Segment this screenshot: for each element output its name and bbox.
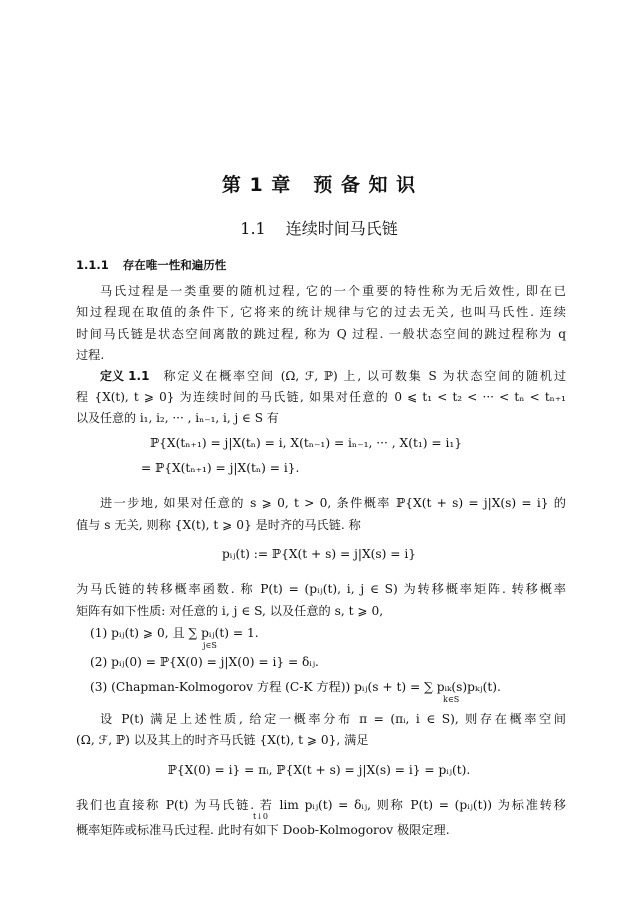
para1-line2: 知过程现在取值的条件下, 它将来的统计规律与它的过去无关, 也叫马氏性. 连续 [76, 305, 566, 319]
chapter-title: 预 备 知 识 [313, 174, 417, 196]
section-title: 连续时间马氏链 [285, 219, 398, 238]
para5-line1: 我们也直接称 P(t) 为马氏链. 若 lim pᵢⱼ(t) = δᵢⱼ, 则称 P(t) = (pᵢⱼ(t)) 为标准转移 [76, 798, 566, 812]
property-3: (3) (Chapman-Kolmogorov 方程 (C-K 方程)) pᵢⱼ(s + t) = ∑ pᵢₖ(s)pₖⱼ(t). [90, 680, 501, 694]
para2-line2: 值与 s 无关, 则称 {X(t), t ⩾ 0} 是时齐的马氏链. 称 [76, 518, 361, 532]
equation-1-line1: ℙ{X(tₙ₊₁) = j|X(tₙ) = i, X(tₙ₋₁) = iₙ₋₁, ··· , X(t₁) = i₁} [150, 436, 462, 450]
definition-label: 定义 1.1 [100, 369, 150, 383]
definition-text-1: 称定义在概率空间 (Ω, ℱ, ℙ) 上, 以可数集 S 为状态空间的随机过 [163, 369, 566, 383]
para4-line2: (Ω, ℱ, ℙ) 以及其上的时齐马氏链 {X(t), t ⩾ 0}, 满足 [76, 733, 369, 747]
para1-line1: 马氏过程是一类重要的随机过程, 它的一个重要的特性称为无后效性, 即在已 [100, 284, 566, 298]
chapter-heading [0, 170, 638, 197]
subsection-heading [76, 257, 226, 273]
para1-line4: 过程. [76, 348, 105, 362]
section-heading [0, 216, 638, 239]
equation-3: ℙ{X(0) = i} = πᵢ, ℙ{X(t + s) = j|X(s) = i} = pᵢⱼ(t). [167, 763, 471, 777]
property-1: (1) pᵢⱼ(t) ⩾ 0, 且 ∑ pᵢⱼ(t) = 1. [90, 626, 259, 640]
para3-line2: 矩阵有如下性质: 对任意的 i, j ∈ S, 以及任意的 s, t ⩾ 0, [76, 604, 384, 618]
property-1-sum-index: j∈S [203, 641, 217, 650]
property-3-sum-index: k∈S [443, 695, 460, 704]
equation-1-line2: = ℙ{X(tₙ₊₁) = j|X(tₙ) = i}. [141, 461, 300, 475]
definition-line2: 程 {X(t), t ⩾ 0} 为连续时间的马氏链, 如果对任意的 0 ⩽ t₁ < t₂ < ··· < tₙ < tₙ₊₁ [76, 390, 566, 404]
section-number: 1.1 [240, 219, 266, 238]
subsection-title: 存在唯一性和遍历性 [122, 258, 227, 272]
para5-limit-index: t↓0 [253, 812, 269, 821]
chapter-label: 第 1 章 [221, 174, 292, 196]
definition-line1 [100, 367, 566, 384]
para1-line3: 时间马氏链是状态空间离散的跳过程, 称为 Q 过程. 一般状态空间的跳过程称为 q [76, 327, 566, 341]
para3-line1: 为马氏链的转移概率函数. 称 P(t) = (pᵢⱼ(t), i, j ∈ S) 为转移概率矩阵. 转移概率 [76, 582, 566, 596]
subsection-number: 1.1.1 [76, 258, 109, 272]
equation-2: pᵢⱼ(t) := ℙ{X(t + s) = j|X(s) = i} [221, 547, 417, 561]
para2-line1: 进一步地, 如果对任意的 s ⩾ 0, t > 0, 条件概率 ℙ{X(t + s) = j|X(s) = i} 的 [100, 496, 566, 510]
definition-line3: 以及任意的 i₁, i₂, ··· , iₙ₋₁, i, j ∈ S 有 [76, 411, 279, 425]
para4-line1: 设 P(t) 满足上述性质, 给定一概率分布 π = (πᵢ, i ∈ S), 则存在概率空间 [100, 712, 566, 726]
para5-line2: 概率矩阵或标准马氏过程. 此时有如下 Doob-Kolmogorov 极限定理. [76, 823, 450, 837]
property-2: (2) pᵢⱼ(0) = ℙ{X(0) = j|X(0) = i} = δᵢⱼ. [90, 655, 319, 669]
